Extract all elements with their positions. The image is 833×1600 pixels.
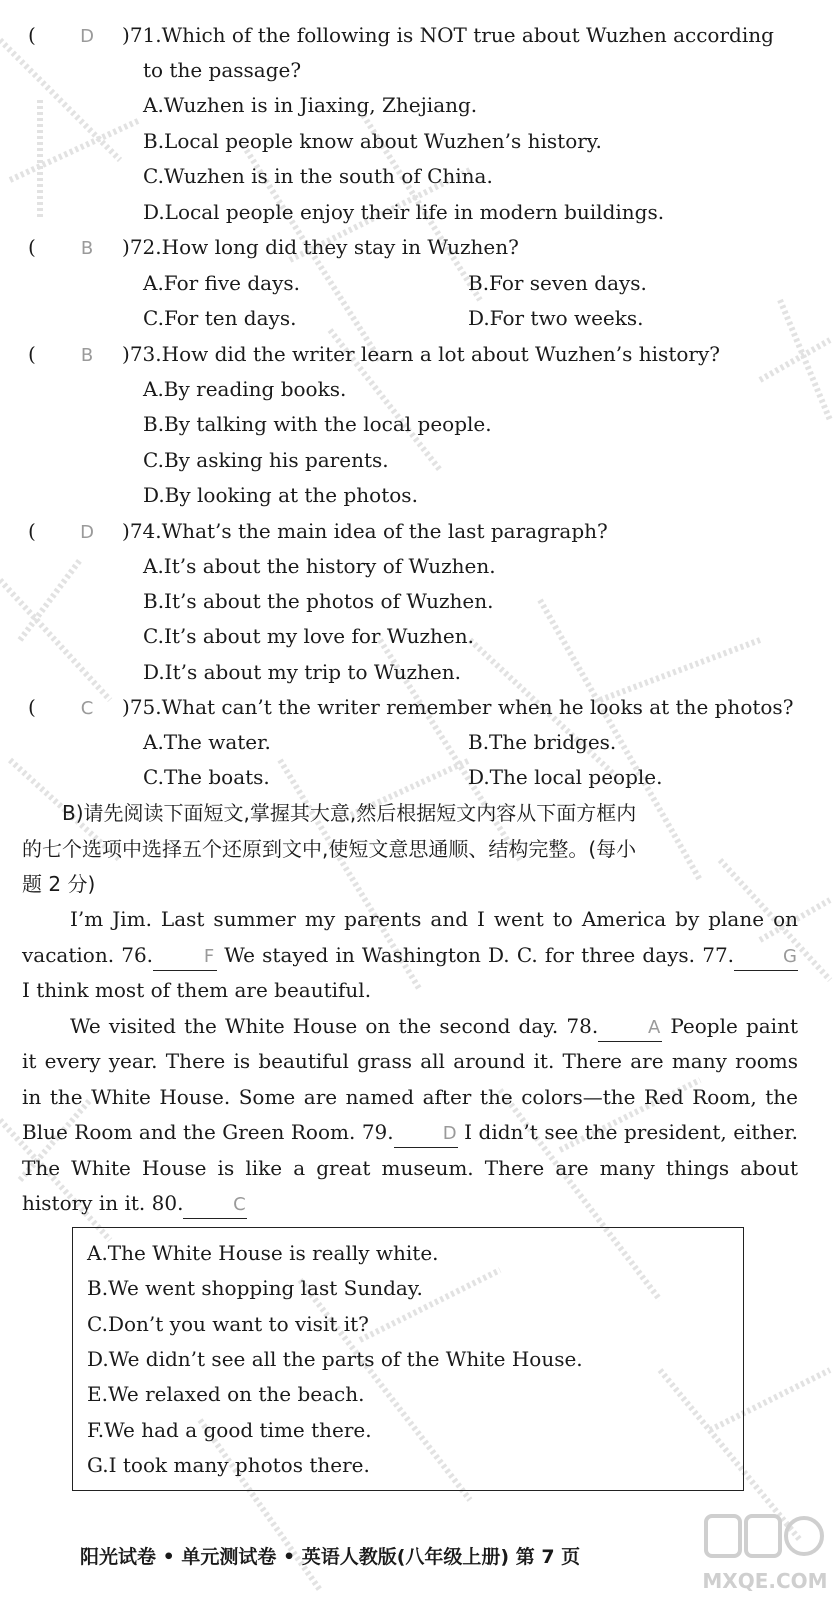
question-text: How did the writer learn a lot about Wuzhen’s history?	[161, 342, 720, 366]
question-number: 73	[129, 342, 156, 366]
passage-text: I didn’t see the president, either. The White House is like a great museum. There are many things about history in it.	[22, 1120, 798, 1215]
option-74-c: C.It’s about my love for Wuzhen.	[143, 624, 474, 648]
dot: .	[155, 695, 162, 719]
passage	[22, 902, 798, 1222]
close-paren: )	[122, 519, 130, 543]
option-74-b: B.It’s about the photos of Wuzhen.	[143, 589, 494, 613]
page-footer: 阳光试卷 • 单元测试卷 • 英语人教版(八年级上册) 第 7 页	[80, 1546, 581, 1568]
option-73-c: C.By asking his parents.	[143, 448, 389, 472]
question-72-stem	[28, 230, 818, 265]
passage-paragraph-2	[22, 1009, 798, 1222]
instruction-line-2: 的七个选项中选择五个还原到文中,使短文意思通顺、结构完整。(每小	[22, 836, 637, 861]
answer-72: B	[80, 238, 94, 259]
question-number: 75	[129, 695, 156, 719]
option-72-c: C.For ten days.	[143, 306, 297, 330]
dot: .	[155, 235, 162, 259]
open-paren: (	[28, 23, 36, 47]
blank-76-number: 76.	[121, 942, 154, 967]
option-71-d: D.Local people enjoy their life in modern buildings.	[143, 200, 665, 224]
open-paren: (	[28, 235, 36, 259]
open-paren: (	[28, 695, 36, 719]
box-option-c: C.Don’t you want to visit it?	[87, 1312, 369, 1336]
section-b-instructions	[22, 796, 798, 903]
option-75-b: B.The bridges.	[468, 730, 617, 754]
box-option-b: B.We went shopping last Sunday.	[87, 1276, 423, 1300]
instruction-line-3: 题 2 分)	[22, 872, 96, 896]
option-71-c: C.Wuzhen is in the south of China.	[143, 164, 493, 188]
blank-76: F	[153, 944, 217, 971]
question-73-stem	[28, 337, 818, 372]
option-72-b: B.For seven days.	[468, 271, 647, 295]
box-option-g: G.I took many photos there.	[87, 1453, 370, 1477]
question-number: 72	[129, 235, 156, 259]
close-paren: )	[122, 23, 130, 47]
question-75-stem	[28, 690, 818, 725]
open-paren: (	[28, 342, 36, 366]
blank-79-number: 79.	[361, 1120, 394, 1144]
question-text: What can’t the writer remember when he looks at the photos?	[161, 695, 794, 719]
question-71	[28, 18, 818, 88]
answer-75: C	[80, 698, 94, 719]
blank-78-number: 78.	[566, 1013, 599, 1038]
dot: .	[155, 342, 162, 366]
close-paren: )	[122, 235, 130, 259]
option-71-a: A.Wuzhen is in Jiaxing, Zhejiang.	[143, 93, 478, 117]
dot: .	[155, 519, 162, 543]
box-option-d: D.We didn’t see all the parts of the White House.	[87, 1347, 583, 1371]
question-74-stem	[28, 514, 818, 549]
option-74-d: D.It’s about my trip to Wuzhen.	[143, 660, 461, 684]
option-75-a: A.The water.	[143, 730, 271, 754]
passage-text: I’m Jim. Last summer my parents and I went to America by plane on vacation.	[22, 907, 798, 967]
box-option-f: F.We had a good time there.	[87, 1418, 372, 1442]
option-72-a: A.For five days.	[143, 271, 301, 295]
box-option-a: A.The White House is really white.	[87, 1241, 439, 1265]
blank-79: D	[394, 1121, 458, 1148]
question-text: Which of the following is NOT true about Wuzhen according	[161, 23, 774, 47]
question-71-stem	[28, 18, 818, 53]
passage-paragraph-1	[22, 902, 798, 1009]
passage-text: People paint it every year. There is beautiful grass all around it. There are many rooms in the White House. Some are named after the colors—the Red Room, the Blue Room and the Green Room.	[22, 1013, 798, 1144]
blank-77-number: 77.	[702, 942, 735, 967]
box-option-e: E.We relaxed on the beach.	[87, 1382, 365, 1406]
option-75-c: C.The boats.	[143, 765, 270, 789]
close-paren: )	[122, 342, 130, 366]
option-72-d: D.For two weeks.	[468, 306, 644, 330]
open-paren: (	[28, 519, 36, 543]
close-paren: )	[122, 695, 130, 719]
instruction-line-1: B)请先阅读下面短文,掌握其大意,然后根据短文内容从下面方框内	[62, 801, 637, 825]
passage-text: We stayed in Washington D. C. for three days.	[224, 942, 696, 967]
answer-74: D	[80, 522, 94, 543]
option-73-d: D.By looking at the photos.	[143, 483, 418, 507]
question-number: 71	[129, 23, 156, 47]
blank-80-number: 80.	[151, 1191, 184, 1215]
option-73-a: A.By reading books.	[143, 377, 347, 401]
question-text: How long did they stay in Wuzhen?	[161, 235, 519, 259]
blank-77: G	[734, 944, 798, 971]
question-74	[28, 514, 818, 549]
question-71-stem-cont: to the passage?	[143, 58, 302, 82]
question-73	[28, 337, 818, 372]
option-73-b: B.By talking with the local people.	[143, 412, 492, 436]
option-box	[72, 1227, 744, 1491]
question-number: 74	[129, 519, 156, 543]
answer-71: D	[80, 26, 94, 47]
blank-78: A	[598, 1015, 662, 1042]
watermark-logo	[700, 1510, 830, 1600]
dot: .	[155, 23, 162, 47]
passage-text: I think most of them are beautiful.	[22, 978, 372, 1002]
blank-80: C	[183, 1192, 247, 1219]
option-71-b: B.Local people know about Wuzhen’s history.	[143, 129, 602, 153]
question-text: What’s the main idea of the last paragraph?	[161, 519, 608, 543]
watermark-logo-text: MXQE.COM	[702, 1569, 828, 1593]
question-72	[28, 230, 818, 265]
option-75-d: D.The local people.	[468, 765, 663, 789]
question-75	[28, 690, 818, 725]
passage-text: We visited the White House on the second day.	[70, 1013, 559, 1038]
answer-73: B	[80, 345, 94, 366]
option-74-a: A.It’s about the history of Wuzhen.	[143, 554, 496, 578]
